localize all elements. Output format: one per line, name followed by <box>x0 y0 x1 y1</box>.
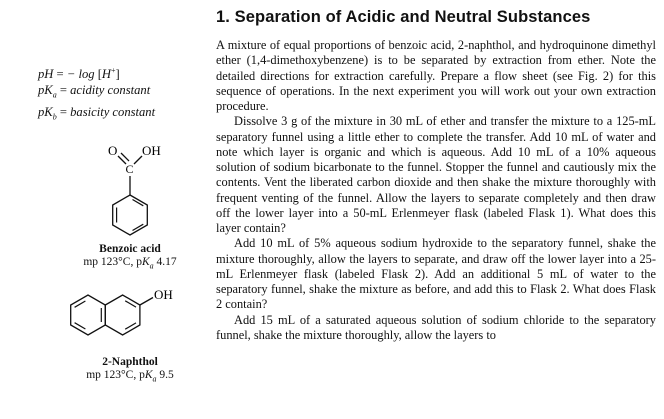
definition-pkb: $pK_b$ = basicity constant <box>38 104 156 122</box>
benzoic-acid-name: Benzoic acid <box>99 243 161 255</box>
definition-ph: pH = − log [H+] <box>38 66 120 82</box>
naphthol-props: mp 123°C, $pK_a$ 9.5 <box>86 369 174 384</box>
naphthol-structure <box>58 285 198 345</box>
paragraph: Add 15 mL of a saturated aqueous solution of sodium chloride to the separatory funnel, shake the mixture thoroughly, allow the layers to <box>216 312 656 342</box>
benzoic-acid-structure <box>82 140 182 240</box>
naphthol-name: 2-Naphthol <box>102 356 158 368</box>
benzoic-atom-c: C <box>125 162 134 176</box>
benzoic-atom-oh: OH <box>142 143 161 158</box>
paragraph: Add 10 mL of 5% aqueous sodium hydroxide to the separatory funnel, shake the mixture thoroughly, allow the layers to separate, and draw off the lower layer into a 25-mL Erlenmeyer flask (labeled Flask 2). Add an additional 5 mL of water to the separatory funnel, shake the mixture as before, and add this to Flask 2. What does Flask 2 contain? <box>216 236 656 312</box>
body-text <box>216 38 656 343</box>
definitions-block <box>38 63 155 125</box>
definition-pka: $pK_a$ = acidity constant <box>38 83 151 100</box>
naphthol-caption <box>50 356 210 385</box>
naphthol-atom-oh: OH <box>154 287 173 302</box>
paragraph: Dissolve 3 g of the mixture in 30 mL of ether and transfer the mixture to a 125-mL separatory funnel using a little ether to complete the transfer. Add 10 mL of water and note which layer is organic and which is aqueous. Add 10 mL of a 10% aqueous solution of sodium bicarbonate to the funnel. Stopper the funnel and cautiously mix the contents. Vent the liberated carbon dioxide and then shake the mixture thoroughly with frequent venting of the funnel. Allow the layers to separate completely and then draw off the lower layer into a 50-mL Erlenmeyer flask (labeled Flask 1). What does this layer contain? <box>216 114 656 235</box>
benzoic-acid-caption <box>50 243 210 272</box>
paragraph: A mixture of equal proportions of benzoic acid, 2-naphthol, and hydroquinone dimethyl ether (1,4-dimethoxybenzene) is to be separated by extraction from ether. Note the detailed directions for extraction carefully. Prepare a flow sheet (see Fig. 2) for this sequence of operations. In the next experiment you will work out your own extraction procedure. <box>216 38 656 113</box>
benzoic-atom-o: O <box>108 143 118 158</box>
section-heading: 1. Separation of Acidic and Neutral Substances <box>216 8 591 26</box>
benzoic-acid-props: mp 123°C, $pK_a$ 4.17 <box>83 256 177 271</box>
